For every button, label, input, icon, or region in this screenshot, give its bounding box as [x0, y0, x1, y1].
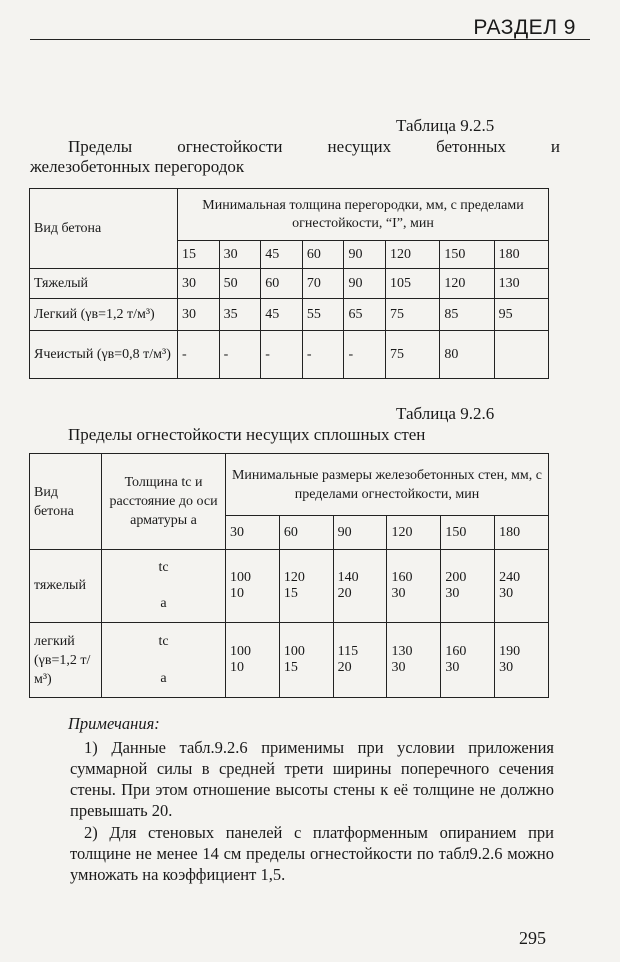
- table2-limit: 90: [333, 516, 387, 550]
- table2-head-min: Минимальные размеры железобетонных стен, мм, с пределами огнестойкости, мин: [226, 454, 549, 516]
- table2-row-params: [102, 550, 226, 623]
- table-cell: 45: [261, 299, 303, 331]
- table1-head-min: Минимальная толщина перегородки, мм, с пределами огнестойкости, “I”, мин: [178, 189, 549, 241]
- table-cell: 240 30: [495, 550, 549, 623]
- table2-row-name: тяжелый: [30, 550, 102, 623]
- table-cell: 85: [440, 299, 494, 331]
- table-cell: 30: [178, 299, 220, 331]
- table-cell: 80: [440, 331, 494, 379]
- table-row: [30, 299, 549, 331]
- table2-limit: 180: [495, 516, 549, 550]
- table-cell: 130 30: [387, 623, 441, 698]
- table-cell: -: [302, 331, 344, 379]
- table-cell: 50: [219, 269, 261, 299]
- table-row: [30, 331, 549, 379]
- table-cell: 105: [386, 269, 440, 299]
- table1-head-type: Вид бетона: [30, 189, 178, 269]
- table-row: [30, 269, 549, 299]
- table-cell: 160 30: [387, 550, 441, 623]
- note-1: 1) Данные табл.9.2.6 применимы при условии приложения суммарной силы в средней трети ширины поперечного сечения стены. При этом отношение высоты стены к её толщине не должно превышать 20.: [70, 738, 554, 820]
- table-cell: 200 30: [441, 550, 495, 623]
- table1-limit: 120: [386, 241, 440, 269]
- table-cell: 55: [302, 299, 344, 331]
- table1-row-name: Ячеистый (γв=0,8 т/м³): [30, 331, 178, 379]
- table-9-2-6: [29, 453, 549, 698]
- table-cell: 100 15: [279, 623, 333, 698]
- table1-row-name: Тяжелый: [30, 269, 178, 299]
- table1-caption-line1: Пределы огнестойкости несущих бетонных и: [68, 137, 560, 156]
- table-cell: 160 30: [441, 623, 495, 698]
- table-9-2-5: [29, 188, 549, 379]
- table2-label: Таблица 9.2.6: [396, 404, 495, 423]
- tc-label: tc: [158, 633, 169, 649]
- table2-head-thickness: Толщина tс и расстояние до оси арматуры а: [102, 454, 226, 550]
- table-cell: 75: [386, 331, 440, 379]
- table-cell: 120 15: [279, 550, 333, 623]
- notes-title: Примечания:: [68, 714, 160, 733]
- page-number: 295: [519, 928, 546, 948]
- table-cell: 65: [344, 299, 386, 331]
- table1-label: Таблица 9.2.5: [396, 116, 495, 135]
- table1-limit: 150: [440, 241, 494, 269]
- table1-limit: 15: [178, 241, 220, 269]
- table1-limit: 45: [261, 241, 303, 269]
- table-cell: 100 10: [226, 623, 280, 698]
- table-cell: 75: [386, 299, 440, 331]
- table2-row-params: [102, 623, 226, 698]
- section-title: РАЗДЕЛ 9: [473, 16, 576, 39]
- table-cell: 70: [302, 269, 344, 299]
- table-cell: 190 30: [495, 623, 549, 698]
- table-cell: -: [178, 331, 220, 379]
- table1-limit: 60: [302, 241, 344, 269]
- table-cell: 95: [494, 299, 548, 331]
- table-cell: [494, 331, 548, 379]
- table-cell: -: [261, 331, 303, 379]
- table-cell: 90: [344, 269, 386, 299]
- table-cell: 115 20: [333, 623, 387, 698]
- table2-limit: 120: [387, 516, 441, 550]
- table-cell: 35: [219, 299, 261, 331]
- table-cell: -: [344, 331, 386, 379]
- table1-limit: 30: [219, 241, 261, 269]
- table-cell: 130: [494, 269, 548, 299]
- table2-limit: 30: [226, 516, 280, 550]
- table-cell: -: [219, 331, 261, 379]
- a-label: a: [160, 596, 167, 611]
- table1-limit: 90: [344, 241, 386, 269]
- table2-row-name: легкий (γв=1,2 т/м³): [30, 623, 102, 698]
- table-cell: 30: [178, 269, 220, 299]
- table-row: [30, 623, 549, 698]
- notes-section: [68, 713, 552, 734]
- table2-head-type: Вид бетона: [30, 454, 102, 550]
- table2-limit: 60: [279, 516, 333, 550]
- a-label: a: [160, 670, 167, 686]
- table1-caption-line2: железобетонных перегородок: [30, 157, 245, 176]
- tc-label: tc: [158, 560, 169, 575]
- table-row: [30, 550, 549, 623]
- table1-row-name: Легкий (γв=1,2 т/м³): [30, 299, 178, 331]
- note-2: 2) Для стеновых панелей с платформенным опиранием при толщине не менее 14 см пределы огнестойкости по табл9.2.6 можно умножать на коэффициент 1,5.: [70, 823, 554, 884]
- table-cell: 100 10: [226, 550, 280, 623]
- table-cell: 140 20: [333, 550, 387, 623]
- table1-limit: 180: [494, 241, 548, 269]
- table-cell: 60: [261, 269, 303, 299]
- table-cell: 120: [440, 269, 494, 299]
- table2-caption: Пределы огнестойкости несущих сплошных стен: [68, 425, 426, 444]
- table2-limit: 150: [441, 516, 495, 550]
